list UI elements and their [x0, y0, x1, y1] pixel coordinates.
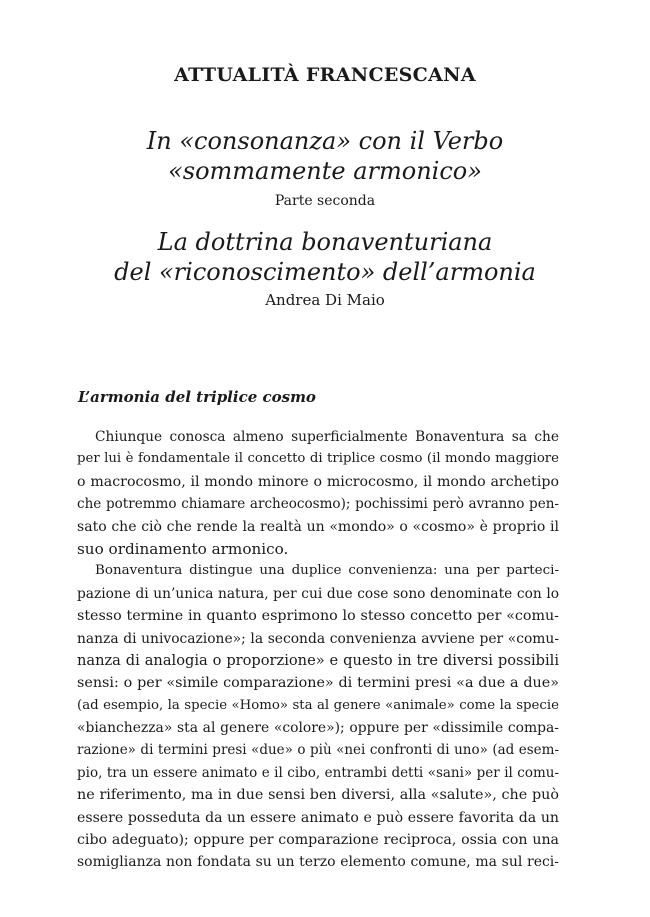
article-title-line-1: In «consonanza» con il Verbo	[146, 127, 504, 155]
text-line: ne riferimento, ma in due sensi ben diversi, alla «salute», che può	[77, 787, 559, 804]
text-line: «bianchezza» sta al genere «colore»); oppure per «dissimile compa-	[77, 720, 559, 737]
running-head: ATTUALITÀ FRANCESCANA	[174, 64, 476, 86]
article-title	[0, 126, 650, 186]
paragraph-1	[77, 426, 559, 560]
text-line: che potremmo chiamare archeocosmo); pochissimi però avranno pen-	[77, 496, 559, 513]
text-line: o macrocosmo, il mondo minore o microcosmo, il mondo archetipo	[77, 473, 559, 490]
article-title-line-2: «sommamente armonico»	[168, 157, 482, 185]
text-line: suo ordinamento armonico.	[77, 539, 289, 558]
text-line: essere posseduta da un essere animato e può essere favorita da un	[77, 809, 559, 826]
text-line: sato che ciò che rende la realtà un «mondo» o «cosmo» è proprio il	[77, 518, 559, 535]
part-label: Parte seconda	[274, 193, 376, 209]
text-line: nanza di analogia o proporzione» e questo in tre diversi possibili	[77, 651, 559, 669]
text-line: Bonaventura distingue una duplice convenienza: una per parteci-	[95, 563, 559, 579]
article-subtitle-line-2: del «riconoscimento» dell’armonia	[114, 258, 536, 286]
text-line: somiglianza non fondata su un terzo elemento comune, ma sul reci-	[77, 854, 559, 871]
paragraph-2	[77, 560, 559, 873]
text-line: pazione di un’unica natura, per cui due cose sono denominate con lo	[77, 585, 559, 602]
text-line: (ad esempio, la specie «Homo» sta al genere «animale» come la specie	[77, 697, 559, 713]
text-line: sensi: o per «simile comparazione» di termini presi «a due a due»	[77, 675, 559, 692]
section-heading: L’armonia del triplice cosmo	[78, 388, 316, 406]
article-subtitle-line-1: La dottrina bonaventuriana	[157, 228, 493, 256]
body-text	[77, 426, 559, 874]
text-line: per lui è fondamentale il concetto di triplice cosmo (il mondo maggiore	[77, 451, 559, 467]
text-line: pio, tra un essere animato e il cibo, entrambi detti «sani» per il comu-	[77, 764, 559, 781]
text-line: cibo adeguato); oppure per comparazione reciproca, ossia con una	[77, 832, 559, 849]
text-line: nanza di univocazione»; la seconda convenienza avviene per «comu-	[77, 630, 559, 647]
text-line: razione» di termini presi «due» o più «nei confronti di uno» (ad esem-	[77, 742, 559, 759]
article-subtitle	[0, 227, 650, 287]
author-name: Andrea Di Maio	[265, 291, 385, 309]
text-line: Chiunque conosca almeno superficialmente Bonaventura sa che	[95, 429, 559, 445]
text-line: stesso termine in quanto esprimono lo stesso concetto per «comu-	[77, 608, 559, 625]
